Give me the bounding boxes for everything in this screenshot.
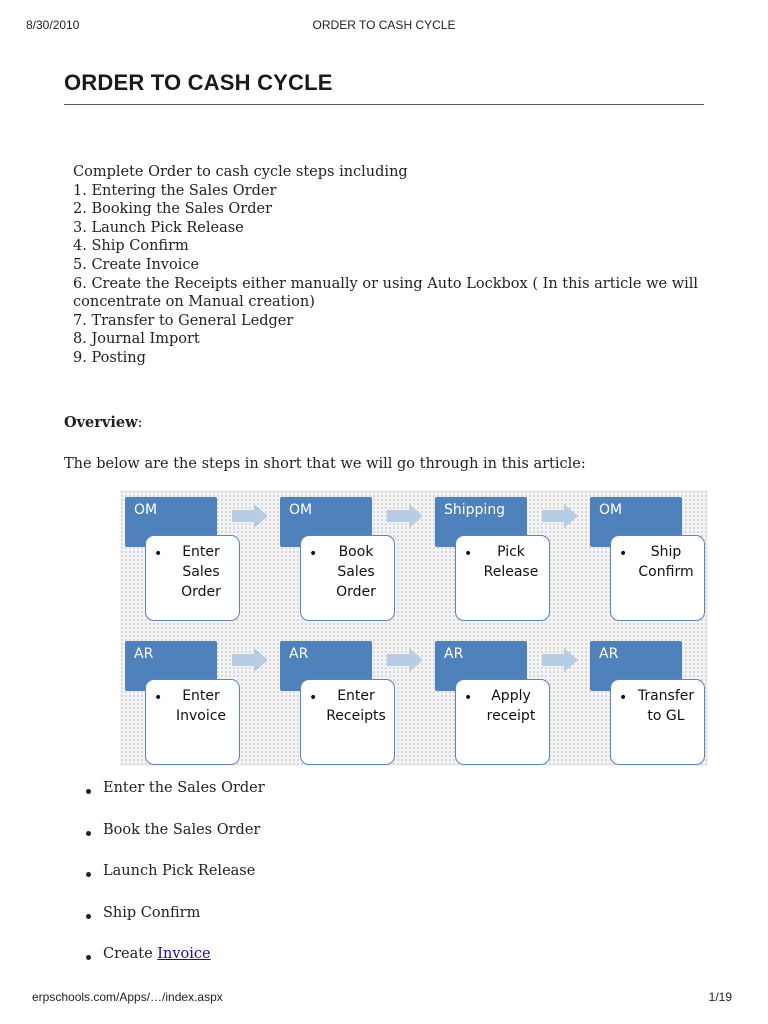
- list-item: [86, 946, 686, 988]
- step-text-line: Release: [483, 564, 539, 580]
- flow-arrow-icon: [542, 504, 578, 528]
- bullet-dot: [86, 914, 91, 919]
- flow-arrow-shape: [387, 648, 423, 672]
- list-item: [86, 822, 686, 864]
- module-tab: Shipping: [435, 497, 527, 547]
- step-text-line: Ship: [650, 544, 682, 560]
- bullet-glyph: •: [154, 690, 163, 706]
- overview-heading: [64, 414, 142, 431]
- list-item-label: [103, 822, 260, 838]
- step-text-line: Transfer: [637, 688, 695, 704]
- list-item: [86, 905, 686, 947]
- list-item: [86, 780, 686, 822]
- bullet-glyph: •: [619, 546, 628, 562]
- bullet-dot: [86, 831, 91, 836]
- step-card: [145, 679, 240, 765]
- step-text-line: Book: [338, 544, 374, 560]
- overview-label: Overview: [64, 414, 138, 431]
- bullet-dot: [86, 872, 91, 877]
- step-line: 3. Launch Pick Release: [73, 219, 244, 236]
- list-item-text: Ship Confirm: [103, 904, 201, 921]
- step-text-line: Order: [336, 584, 376, 600]
- invoice-link[interactable]: Invoice: [157, 946, 211, 962]
- step-text: [321, 686, 391, 726]
- list-item-label: [103, 905, 200, 921]
- list-item-text: Launch Pick Release: [103, 863, 256, 879]
- page-number: 1/19: [708, 990, 732, 1004]
- step-text: [321, 542, 391, 602]
- step-line: 6. Create the Receipts either manually or using Auto Lockbox ( In this article we will: [73, 275, 699, 292]
- step-text-line: to GL: [647, 708, 685, 724]
- step-text-line: Invoice: [175, 708, 227, 724]
- step-text-line: receipt: [486, 708, 536, 724]
- process-step: [430, 490, 550, 620]
- overview-colon: :: [137, 415, 143, 431]
- list-item-label: [103, 863, 255, 879]
- print-header: [0, 18, 768, 34]
- bullet-dot: [86, 789, 91, 794]
- list-item-label: [103, 946, 211, 962]
- summary-bullet-list: [86, 780, 686, 988]
- step-card: [145, 535, 240, 621]
- print-footer: [0, 990, 768, 1006]
- module-tab: AR: [590, 641, 682, 691]
- flow-arrow-shape: [232, 648, 268, 672]
- step-text-line: Enter: [182, 688, 220, 704]
- step-text-line: Enter: [337, 688, 375, 704]
- step-line: 7. Transfer to General Ledger: [73, 312, 294, 329]
- list-item: [86, 863, 686, 905]
- step-line: 8. Journal Import: [73, 331, 200, 348]
- steps-list: [73, 163, 713, 368]
- process-step: [585, 634, 705, 764]
- flow-arrow-shape: [387, 504, 423, 528]
- module-tab: OM: [280, 497, 372, 547]
- step-text-line: Receipts: [326, 708, 386, 724]
- bullet-glyph: •: [309, 546, 318, 562]
- step-text-line: Sales: [182, 564, 220, 580]
- step-text: [166, 686, 236, 726]
- step-card: [300, 679, 395, 765]
- step-text-line: Sales: [337, 564, 375, 580]
- module-tab: OM: [125, 497, 217, 547]
- step-card: [610, 535, 705, 621]
- step-line: 1. Entering the Sales Order: [73, 182, 277, 199]
- process-step: [120, 634, 240, 764]
- process-step: [430, 634, 550, 764]
- bullet-glyph: •: [464, 690, 473, 706]
- list-item-label: [103, 780, 265, 796]
- step-line: 9. Posting: [73, 349, 146, 366]
- step-text: [166, 542, 236, 602]
- module-tab: AR: [435, 641, 527, 691]
- bullet-glyph: •: [464, 546, 473, 562]
- step-text-line: Enter: [182, 544, 220, 560]
- step-line: 4. Ship Confirm: [73, 238, 189, 255]
- overview-intro: The below are the steps in short that we will go through in this article:: [64, 456, 586, 472]
- module-tab: AR: [125, 641, 217, 691]
- list-item-text: Create: [103, 946, 158, 962]
- step-line: concentrate on Manual creation): [73, 294, 315, 311]
- step-text: [631, 686, 701, 726]
- print-date: 8/30/2010: [26, 18, 80, 32]
- page-title: ORDER TO CASH CYCLE: [64, 70, 704, 105]
- flow-arrow-shape: [232, 504, 268, 528]
- step-text: [631, 542, 701, 582]
- flow-arrow-icon: [387, 504, 423, 528]
- flow-arrow-icon: [542, 648, 578, 672]
- step-text: [476, 686, 546, 726]
- module-tab: AR: [280, 641, 372, 691]
- flow-arrow-shape: [542, 648, 578, 672]
- list-item-text: Book the Sales Order: [103, 821, 261, 838]
- flow-arrow-icon: [232, 504, 268, 528]
- step-line: 2. Booking the Sales Order: [73, 201, 273, 218]
- step-text: [476, 542, 546, 582]
- print-url: erpschools.com/Apps/…/index.aspx: [32, 990, 223, 1004]
- step-text-line: Order: [181, 584, 221, 600]
- step-card: [455, 679, 550, 765]
- step-card: [610, 679, 705, 765]
- bullet-glyph: •: [619, 690, 628, 706]
- module-tab: OM: [590, 497, 682, 547]
- process-step: [275, 490, 395, 620]
- step-text-line: Pick: [497, 544, 525, 560]
- step-card: [300, 535, 395, 621]
- print-title: ORDER TO CASH CYCLE: [312, 18, 456, 32]
- step-card: [455, 535, 550, 621]
- bullet-glyph: •: [154, 546, 163, 562]
- process-step: [120, 490, 240, 620]
- bullet-dot: [86, 955, 91, 960]
- list-item-text: Enter the Sales Order: [103, 780, 265, 796]
- flow-arrow-shape: [542, 504, 578, 528]
- process-flow-diagram: [120, 490, 708, 766]
- step-line: 5. Create Invoice: [73, 256, 200, 273]
- process-step: [275, 634, 395, 764]
- flow-arrow-icon: [387, 648, 423, 672]
- steps-intro: Complete Order to cash cycle steps including: [73, 164, 408, 180]
- step-text-line: Confirm: [638, 564, 694, 580]
- bullet-glyph: •: [309, 690, 318, 706]
- step-text-line: Apply: [491, 688, 531, 704]
- process-step: [585, 490, 705, 620]
- flow-arrow-icon: [232, 648, 268, 672]
